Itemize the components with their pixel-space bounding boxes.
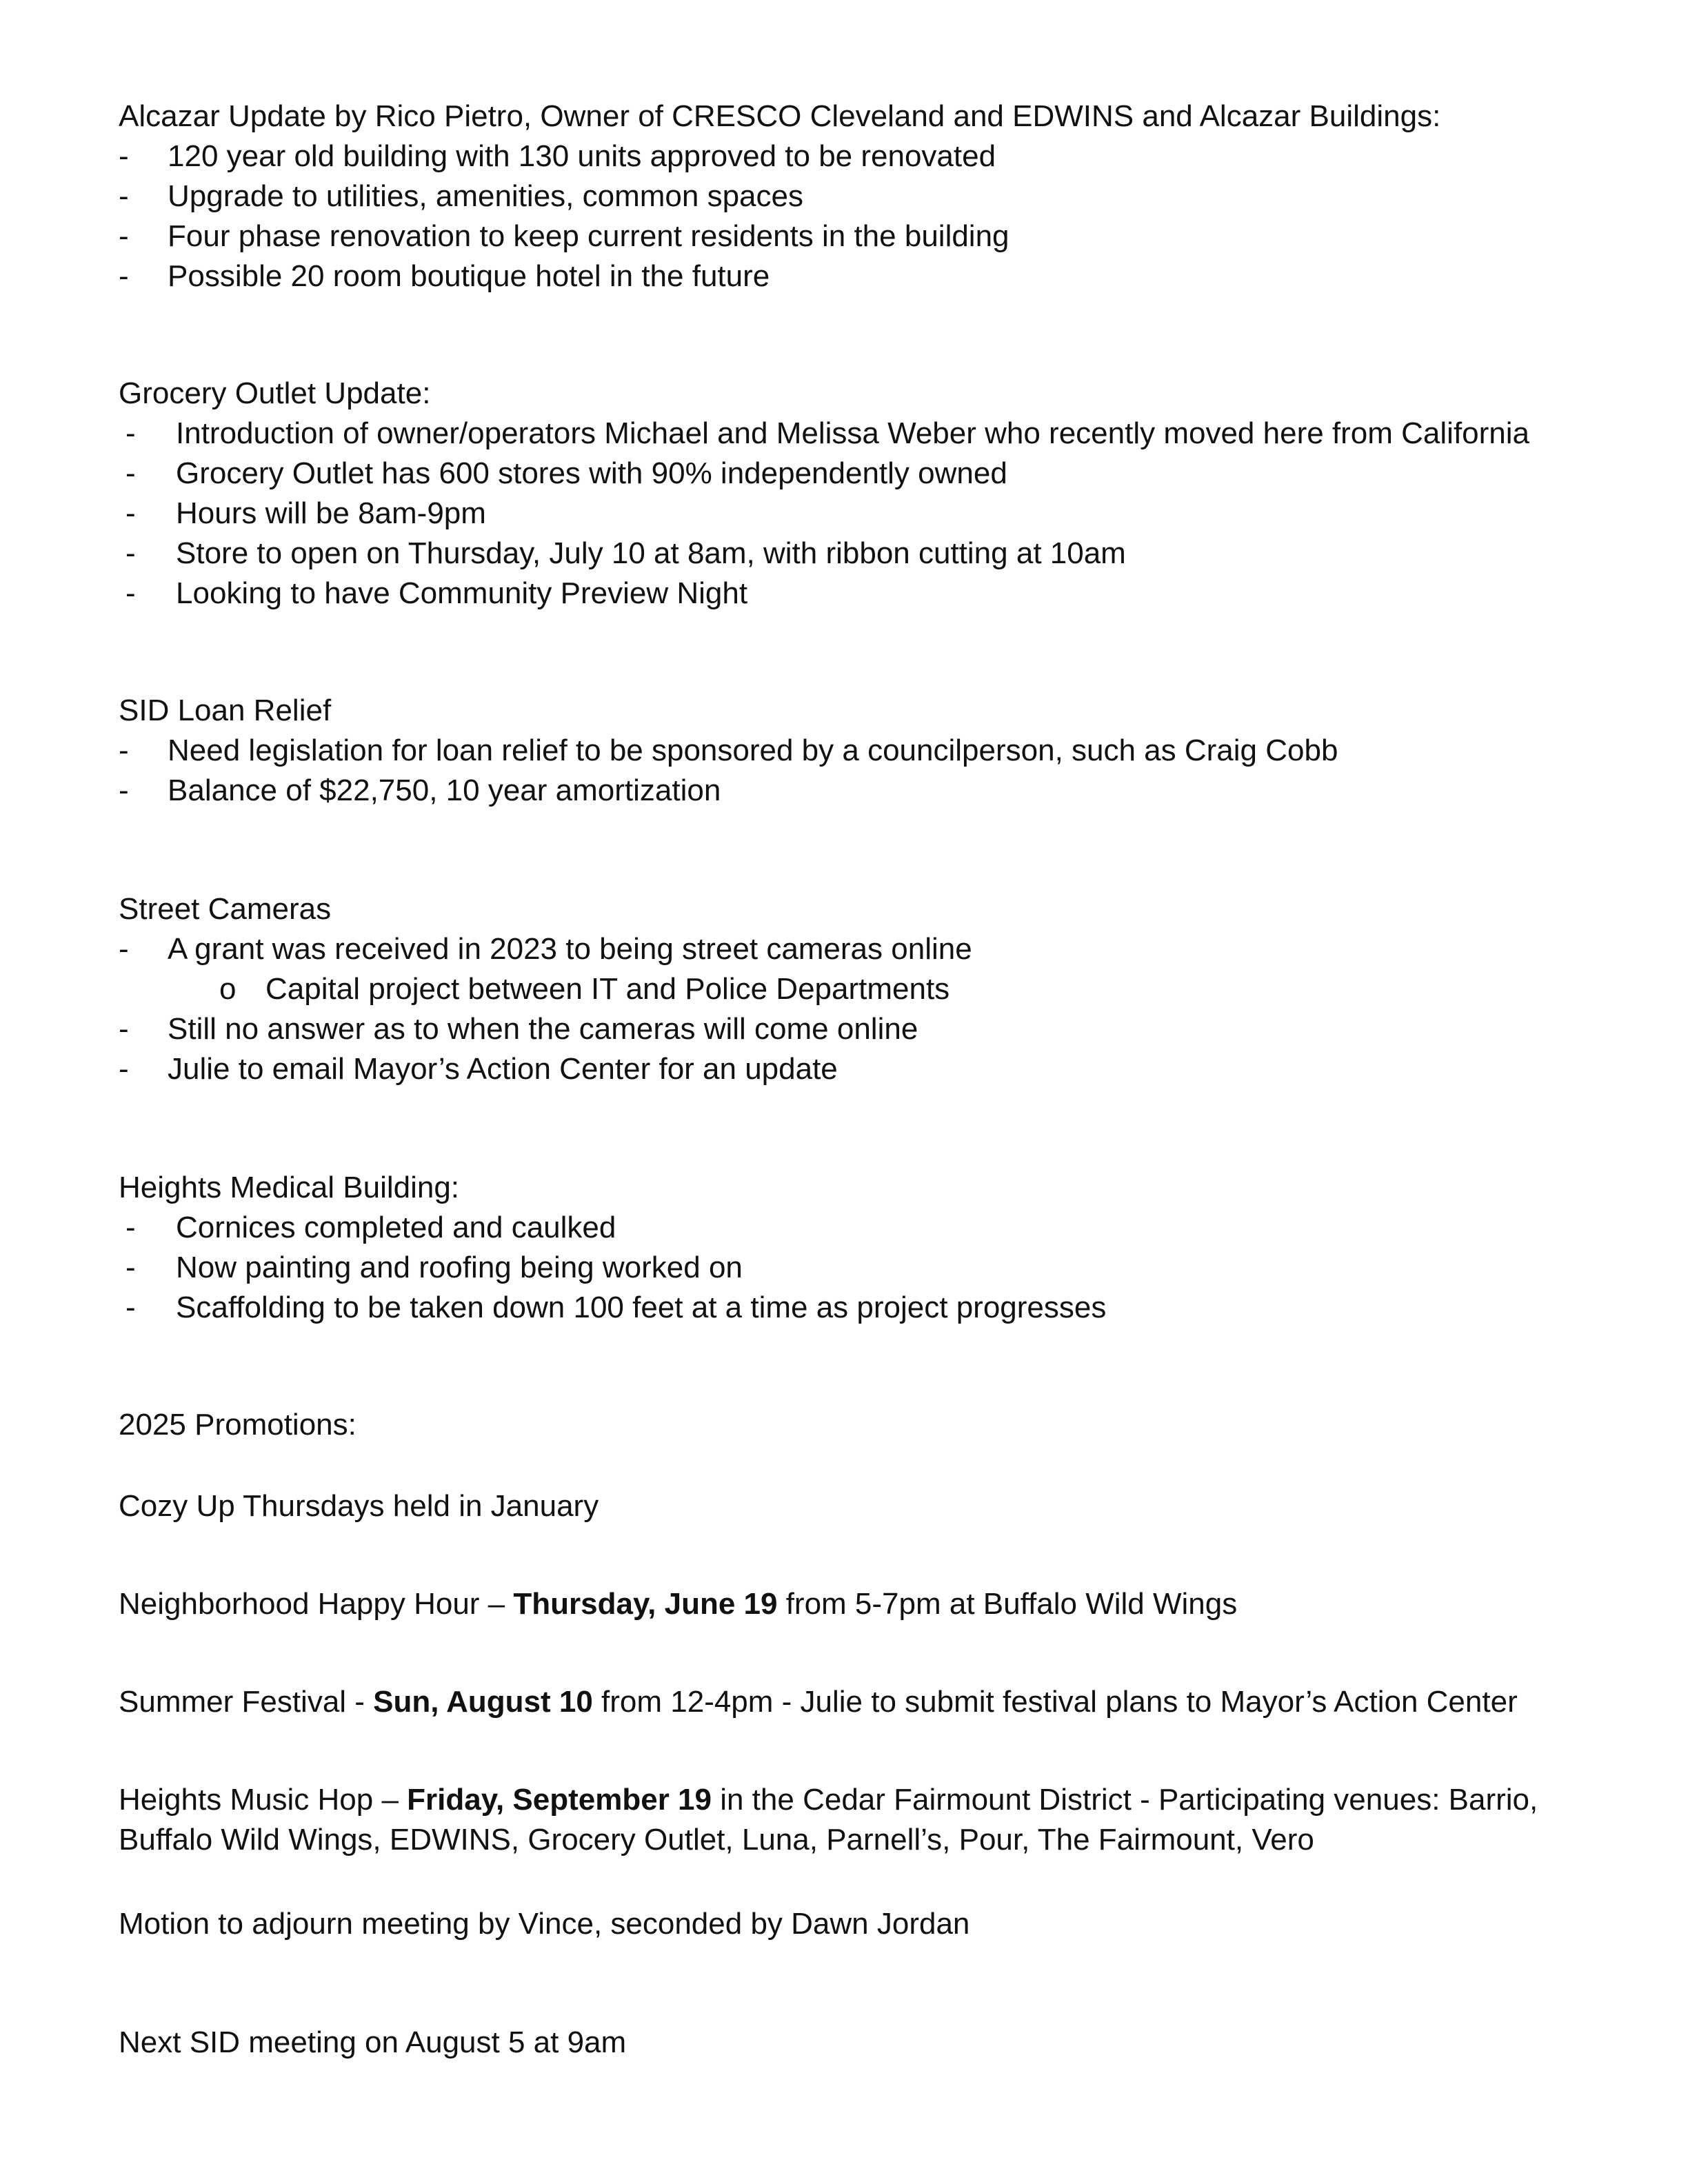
happy-hour-text bbox=[119, 1586, 1237, 1623]
grocery-item-4: Store to open on Thursday, July 10 at 8am, with ribbon cutting at 10am bbox=[176, 536, 1126, 570]
bullet-dash: - bbox=[125, 576, 136, 610]
happy-hour-date: Thursday, June 19 bbox=[513, 1587, 778, 1621]
alcazar-item-2: Upgrade to utilities, amenities, common spaces bbox=[168, 179, 803, 213]
grocery-item-3: Hours will be 8am-9pm bbox=[176, 496, 486, 530]
alcazar-item-4: Possible 20 room boutique hotel in the future bbox=[168, 259, 770, 293]
alcazar-item-1: 120 year old building with 130 units approved to be renovated bbox=[168, 139, 996, 173]
summer-date: Sun, August 10 bbox=[373, 1685, 593, 1719]
music-hop-text bbox=[119, 1781, 1538, 1819]
cameras-heading: Street Cameras bbox=[119, 892, 332, 926]
summer-suffix: from 12-4pm - Julie to submit festival plans to Mayor’s Action Center bbox=[592, 1685, 1518, 1719]
grocery-item-2: Grocery Outlet has 600 stores with 90% independently owned bbox=[176, 456, 1007, 490]
bullet-dash: - bbox=[119, 139, 129, 173]
cameras-subitem: Capital project between IT and Police Departments bbox=[265, 972, 950, 1006]
bullet-dash: - bbox=[119, 219, 129, 253]
sid-loan-item-2: Balance of $22,750, 10 year amortization bbox=[168, 774, 721, 807]
bullet-dash: - bbox=[125, 536, 136, 570]
bullet-dash: - bbox=[125, 496, 136, 530]
bullet-dash: - bbox=[125, 1291, 136, 1324]
grocery-heading: Grocery Outlet Update: bbox=[119, 376, 431, 410]
cameras-item-1: A grant was received in 2023 to being street cameras online bbox=[168, 932, 972, 966]
cameras-item-2: Still no answer as to when the cameras will come online bbox=[168, 1012, 918, 1046]
bullet-dash: - bbox=[119, 774, 129, 807]
music-hop-suffix: in the Cedar Fairmount District - Participating venues: Barrio, bbox=[711, 1783, 1538, 1817]
sid-loan-heading: SID Loan Relief bbox=[119, 694, 332, 727]
happy-hour-prefix: Neighborhood Happy Hour – bbox=[119, 1587, 514, 1621]
bullet-dash: - bbox=[125, 456, 136, 490]
bullet-dash: - bbox=[119, 734, 129, 767]
medical-item-2: Now painting and roofing being worked on bbox=[176, 1251, 743, 1284]
alcazar-item-3: Four phase renovation to keep current residents in the building bbox=[168, 219, 1009, 253]
bullet-dash: - bbox=[119, 1052, 129, 1086]
bullet-dash: - bbox=[125, 1251, 136, 1284]
bullet-dash: - bbox=[119, 259, 129, 293]
bullet-dash: - bbox=[125, 1211, 136, 1244]
promotions-heading: 2025 Promotions: bbox=[119, 1408, 356, 1442]
music-hop-date: Friday, September 19 bbox=[407, 1783, 712, 1817]
summer-festival-text bbox=[119, 1684, 1518, 1721]
medical-item-1: Cornices completed and caulked bbox=[176, 1211, 616, 1244]
grocery-item-1: Introduction of owner/operators Michael and Melissa Weber who recently moved here from California bbox=[176, 416, 1530, 450]
alcazar-heading: Alcazar Update by Rico Pietro, Owner of CRESCO Cleveland and EDWINS and Alcazar Buildings: bbox=[119, 99, 1441, 133]
music-hop-venues: Buffalo Wild Wings, EDWINS, Grocery Outlet, Luna, Parnell’s, Pour, The Fairmount, Vero bbox=[119, 1823, 1314, 1857]
bullet-dash: - bbox=[119, 179, 129, 213]
motion-adjourn-text: Motion to adjourn meeting by Vince, seconded by Dawn Jordan bbox=[119, 1907, 970, 1941]
happy-hour-suffix: from 5-7pm at Buffalo Wild Wings bbox=[777, 1587, 1238, 1621]
next-meeting-text: Next SID meeting on August 5 at 9am bbox=[119, 2025, 627, 2059]
medical-item-3: Scaffolding to be taken down 100 feet at a time as project progresses bbox=[176, 1291, 1107, 1324]
cameras-item-3: Julie to email Mayor’s Action Center for an update bbox=[168, 1052, 838, 1086]
sub-bullet-circle: o bbox=[219, 972, 237, 1006]
music-hop-prefix: Heights Music Hop – bbox=[119, 1783, 408, 1817]
bullet-dash: - bbox=[119, 932, 129, 966]
bullet-dash: - bbox=[125, 416, 136, 450]
cozy-up-text: Cozy Up Thursdays held in January bbox=[119, 1489, 599, 1523]
grocery-item-5: Looking to have Community Preview Night bbox=[176, 576, 748, 610]
bullet-dash: - bbox=[119, 1012, 129, 1046]
summer-prefix: Summer Festival - bbox=[119, 1685, 374, 1719]
sid-loan-item-1: Need legislation for loan relief to be sponsored by a councilperson, such as Craig Cobb bbox=[168, 734, 1338, 767]
medical-heading: Heights Medical Building: bbox=[119, 1171, 460, 1204]
